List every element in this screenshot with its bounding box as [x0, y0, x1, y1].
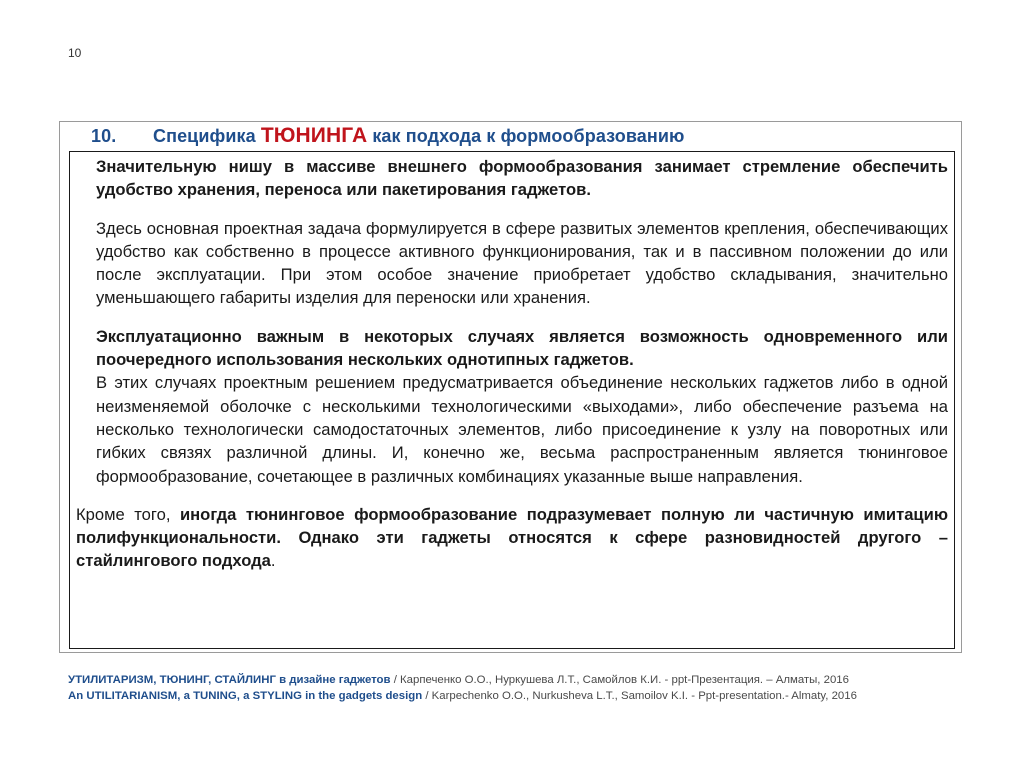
paragraph-5 [76, 503, 948, 573]
footer-ru-authors: / Карпеченко О.О., Нуркушева Л.Т., Самойлов К.И. - ppt-Презентация. – Алматы, 2016 [390, 674, 849, 686]
paragraph-2: Здесь основная проектная задача формулируется в сфере развитых элементов крепления, обеспечивающих удобство как собственно в процессе активного функционирования, так и в пассивном положении до или после эксплуатации. При этом особое значение приобретает удобство складывания, значительно уменьшающего габариты изделия для переноски или хранения. [96, 218, 948, 308]
slide-number: 10 [68, 46, 82, 60]
footer-ru-title: УТИЛИТАРИЗМ, ТЮНИНГ, СТАЙЛИНГ в дизайне гаджетов [68, 674, 391, 686]
paragraph-5-bold: иногда тюнинговое формообразование подразумевает полную ли частичную имитацию полифункциональности. Однако эти гаджеты относятся к сфере разновидностей другого – стайлингового подхода [76, 504, 949, 571]
paragraph-4: В этих случаях проектным решением предусматривается объединение нескольких гаджетов либо в одной неизменяемой оболочке с несколькими технологическими «выходами», либо обеспечение разъема на несколько технологически самодостаточных элементов, либо присоединение к узлу на поворотных или гибких связях различной длины. И, конечно же, весьма распространенным является тюнинговое формообразование, сочетающее в различных комбинациях указанные выше направления. [96, 373, 948, 486]
heading-number: 10. [91, 126, 117, 146]
paragraph-5-start: Кроме того, [76, 504, 180, 524]
footer-en-authors: / Karpechenko O.O., Nurkusheva L.T., Samoilov K.I. - Ppt-presentation.- Almaty, 2016 [422, 690, 857, 702]
slide-heading [91, 124, 685, 148]
paragraph-3: Эксплуатационно важным в некоторых случаях является возможность одновременного или поочередного использования нескольких однотипных гаджетов. [96, 326, 948, 370]
footer-line-ru [68, 672, 857, 688]
content-box [69, 151, 955, 649]
footer-en-title: An UTILITARIANISM, a TUNING, a STYLING in the gadgets design [68, 690, 423, 702]
paragraph-5-end: . [270, 551, 276, 571]
footer-citation [68, 672, 857, 704]
heading-text-before: Специфика [153, 126, 261, 146]
paragraph-1: Значительную нишу в массиве внешнего формообразования занимает стремление обеспечить удобство хранения, переноса или пакетирования гаджетов. [96, 157, 948, 200]
heading-text-after: как подхода к формообразованию [367, 126, 685, 146]
heading-highlight: ТЮНИНГА [260, 124, 368, 147]
footer-line-en [68, 688, 857, 704]
